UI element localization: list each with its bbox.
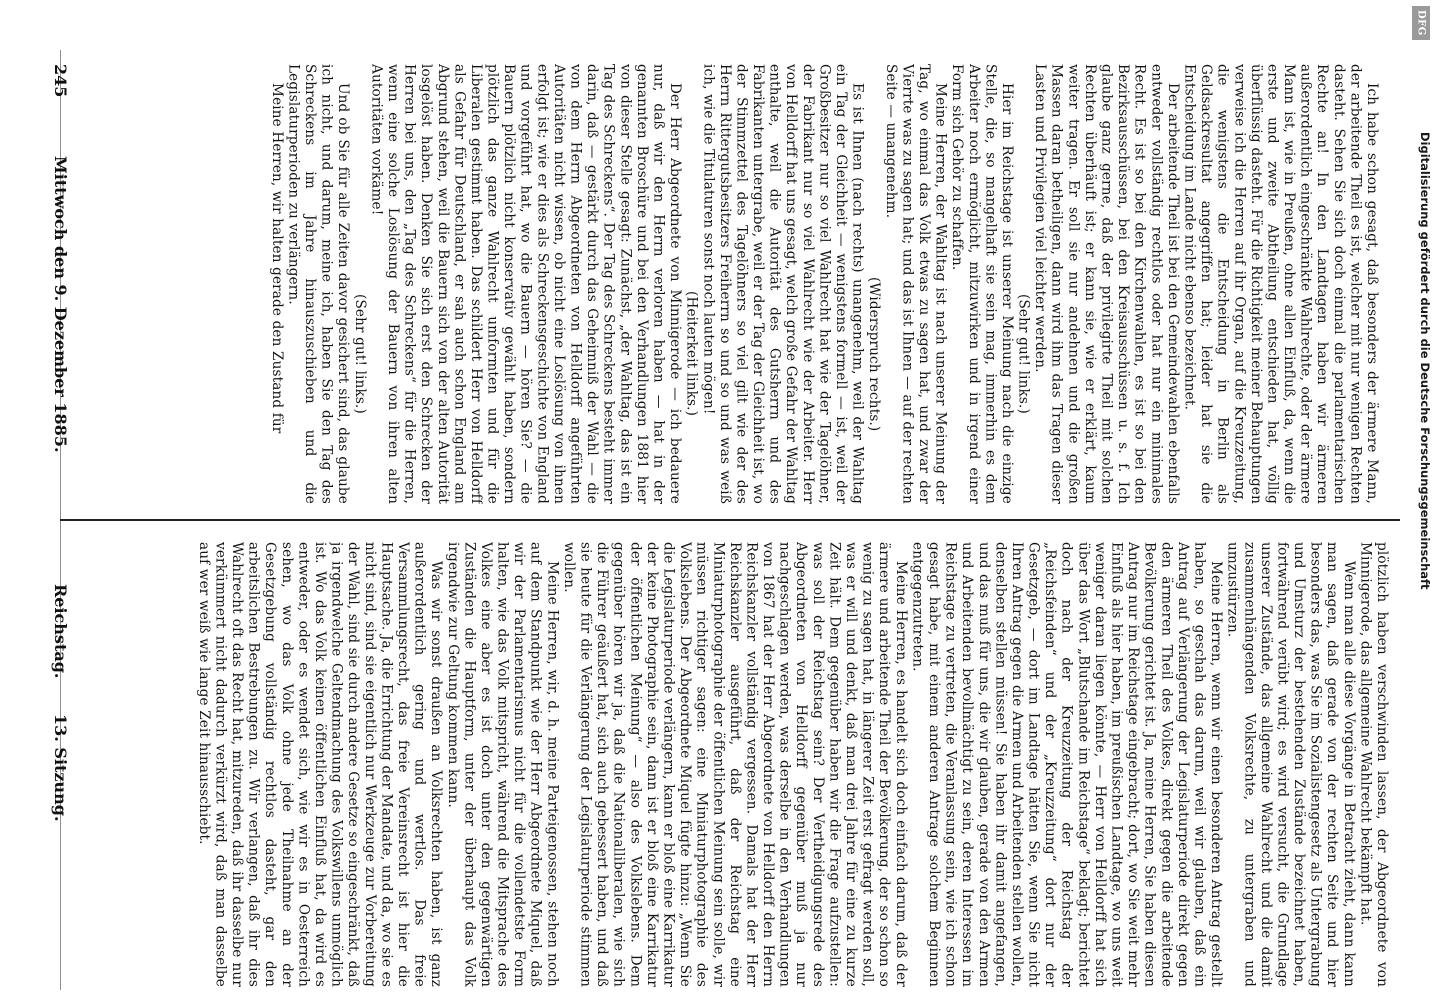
paragraph: Was wir sonst draußen an Volksrechten haben, ist ganz außerordentlich gering und wertlos. Das freie Versammlungsrecht, das freie Vereinsrecht ist hier die Hauptsache. Ja, die Errichtung der Mandate, und da, wo sie es nicht sind, sind sie eigentlich nur Werkzeuge zur Vorbereitung der Wahl, sind sie durch andere Gesetze so eingeschränkt, daß ja irgendwelche Geltendmachung des Volkswillens unmöglich ist. Wo das Volk keinen öffentlichen Einfluß hat, da wird es entweder, oder es wendet sich, wie wir es in Oesterreich sehen, wo das Volk ohne jede Theilnahme an der Gesetzgebung vollständig rechtlos dasteht, gar den arbeitslichen Bestrebungen zu. Wir verlangen, daß ihr dies Wahlrecht oft das Recht hat, mitzureden, daß ihr dasselbe nur verkümmert nicht dadurch verkürzt wird, daß man dasselbe auf wer weiß wie lange Zeit hinausschiebt. [195,542,445,987]
paragraph: Ich habe schon gesagt, daß besonders der ärmere Mann, der arbeitende Theil es ist, welcher mit nur wenigen Rechten dasteht. Sehen Sie sich doch einmal die parlamentarischen Rechte an! In den Landtagen haben wir ärmeren außerordentlich eingeschränkte Wahlrechte, oder der ärmere Mann ist, wie in Preußen, ohne allen Einfluß, da, wenn die erste und zweite Abtheilung entschieden hat, völlig überflüssig dasteht. Für die Richtigkeit meiner Behauptungen verweise ich die Herren auf ihr Organ, auf die Kreuzzeitung, die wenigstens die Entscheidung in Berlin als Geldsackresultat angegriffen hat; leider hat sie die Entscheidung im Lande nicht ebenso bezeichnet. [1181,64,1380,504]
paragraph: Meine Herren, wir, d. h. meine Parteigenossen, stehen noch auf dem Standpunkt wie der Herr Abgeordnete Miquel, daß wir der Parlamentarismus nicht für die vollendetste Form halten, wie das Volk mitspricht, während die Mitsprache des Volkes eine aber es ist doch unter den gegenwärtigen Zuständen die Hauptform, unter der überhaupt das Volk irgendwie zur Geltung kommen kann. [444,542,561,987]
digitization-credit-text: Digitalisierung gefördert durch die Deutsche Forschungsgemeinschaft [1418,132,1432,590]
stage-direction: (Widerspruch rechts.) [866,276,883,432]
stage-direction: (Sehr gut! links.) [351,294,368,414]
paragraph: Und ob Sie für alle Zeiten davor gesichert sind, das glaube ich nicht, und darum, meine ich, haben Sie den Tag des Schreckens im Jahre hinauszuschieben und die Legislaturperioden zu verlängern. [285,64,352,504]
paragraph: plötzlich haben verschwinden lassen, der Abgeordnete von Minnigerode, das allgemeine Wahlrecht bekämpft hat. [1357,542,1390,987]
running-head [36,64,70,1000]
paragraph: Meine Herren, es handelt sich doch einfach darum, daß der ärmere und arbeitende Theil der Bevölkerung, der so schon so wenig zu sagen hat, in längerer Zeit erst gefragt werden soll, was er will und denkt, daß man drei Jahre für eine zu kurze Zeit hält. Dem gegenüber haben wir die Frage aufzustellen: was soll der Reichstag sein? Der Vertheidigungsrede des Abgeordneten von Helldorff gegenüber muß ja nur nachgeschlagen werden, was derselbe in den Verhandlungen von 1867 hat der Herr Abgeordnete von Helldorff den Herrn Reichskanzler vollständig vergessen. Damals hat der Herr Reichskanzler ausgeführt, daß der Reichstag eine Miniaturphotographie der öffentlichen Meinung sein solle, wir müssen richtiger sagen: eine Miniaturphotographie des Volkslebens. Der Abgeordnete Miquel fügte hinzu: „Wenn Sie die Legislaturperiode verlängern, kann er bloß eine Karrikatur der keine Photographie sein, dann ist er bloß eine Karrikatur der öffentlichen Meinung“ — also des Volkslebens. Dem gegenüber hören wir ja, daß die Nationalliberalen, wie sich die Führer geäußert hat, sich auch gebessert haben, und daß sie heute für die Verlängerung der Legislaturperiode stimmen wollen. [560,542,909,987]
paragraph: Hier im Reichstage ist unserer Meinung nach die einzige Stelle, die, so mangelhaft sie sein mag, immerhin es dem Arbeiter noch ermöglicht, mitzuwirken und in irgend einer Form sich Gehör zu schaffen. [949,64,1015,504]
paragraph: Wenn man alle diese Vorgänge in Betracht zieht, dann kann man sagen, daß gerade von der rechten Seite und hier besonders das, was Sie im Sozialistengesetz als Untergrabung und Umsturz der bestehenden Zustände bezeichnet haben, fortwährend verübt wird; es wird versucht, die Grundlage unserer Zustände, das allgemeine Wahlrecht und die damit zusammenhängenden Volksrechte, zu untergraben und umzustürzen. [1224,542,1357,987]
running-head-title: Reichstag. [51,584,70,679]
stage-direction: (Heiterkeit links.) [683,291,700,417]
paragraph: Der arbeitende Theil ist bei den Gemeindewahlen ebenfalls entweder vollständig rechtlos oder hat nur ein minimales Recht. Es ist so bei den Kirchenwahlen, es ist so bei den Bezirksausschüssen, bei den Kreisausschüssen u. s. f. Ich glaube ganz gerne, daß der privilegirte Theil mit solchen Rechten überhäuft ist; er kann sie, wie er erklärt, kaum weiter tragen. Er soll sie nur andehnen und die großen Massen daran betheiligen, dann wird ihm das Tragen dieser Lasten und Privilegien viel leichter werden. [1032,64,1181,504]
stage-direction: (Sehr gut! links.) [1015,294,1032,414]
paragraph: Meine Herren, der Wahltag ist nach unserer Meinung der Tag, wo einmal das Volk etwas zu sagen hat, und zwar der Vierrte was zu sagen hat; und das ist Ihnen — auf der rechten Seite — unangenehm. [882,64,949,504]
session-number: 13. Sitzung. [51,714,70,822]
column-divider [60,519,1400,521]
session-date: Mittwoch den 9. Dezember 1885. [51,156,70,453]
column-left [80,542,1390,987]
digitization-credit [1410,0,1432,1000]
column-right [80,64,1380,504]
paragraph: Meine Herren, wenn wir einen besonderen Antrag gestellt haben, so geschah das darum, weil wir glauben, daß ein Antrag auf Verlängerung der Legislaturperiode direkt gegen den ärmeren Theil des Volkes, direkt gegen die arbeitende Bevölkerung gerichtet ist. Ja, meine Herren, Sie haben diesen Antrag nur im Reichstage eingebracht; dort, wo Sie weit mehr Einfluß als hier haben, im preußischen Landtage, wo uns weit weniger daran liegen könnte, — Herr von Helldorff hat sich über das Wort „Blutschande im Reichstage“ beklagt; berichtet doch nach der Kreuzzeitung der Reichstag der „Reichsfeinden“ und der „Kreuzzeitung“ dort nur der Gesetzgeb, — dort im Landtage hätten Sie, wenn Sie nicht Ihren Antrag gegen die Armen und Arbeitenden stellen wollen, denselben stellen müssen! Sie haben ihr damit angefangen, und das muß für uns, die wir glauben, gerade von den Armen und Arbeitenden bevollmächtigt zu sein, deren Interessen im Reichstage zu vertreten, die Veranlassung sein, wie ich schon gesagt habe, mit einem anderen Antrage solchem Beginnen entgegenzutreten. [909,542,1225,987]
paragraph: Der Herr Abgeordnete von Minnigerode — ich bedauere nur, daß wir den Herrn verloren haben — hat in der genannten Broschüre und bei den Verhandlungen 1881 hier von dieser Stelle gesagt: Zunächst, „der Wahltag, das ist ein Tag des Schreckens“. Der Tag des Schreckens besteht immer darin, daß — gestärkt durch das Geheimniß der Wahl — die von dem Herrn Abgeordneten von Helldorff angeführten Autoritäten nicht wissen, ob nicht eine Loslösung von ihnen erfolgt ist; wie er dies als Schreckensgeschichte von England und vorgeführt hat, wo die Bauern — hören Sie? — die Bauern plötzlich nicht konservativ gewählt haben, sondern plötzlich das ganze Wahlrecht umformten und für die Liberalen gestimmt haben. Das schildert Herr von Helldorff als Gefahr für Deutschland, er sah auch schon England am Abgrund stehen, weil die Bauern sich von der alten Autorität losgelöst haben. Denken Sie sich erst den Schrecken der Herren bei uns, den „Tag des Schreckens“ für die Herren, wenn eine solche Loslösung der Bauern von ihren alten Autoritäten vorkäme! [368,64,684,504]
paragraph: Es ist Ihnen (nach rechts) unangenehm, weil der Wahltag ein Tag der Gleichheit — wenigstens formell — ist, weil der Großbesitzer nur so viel Wahlrecht hat wie der Tagelöhner, der Fabrikant nur so viel Wahlrecht wie der Arbeiter. Herr von Helldorff hat uns gesagt, welch große Gefahr der Wahltag enthalte, weil die Autorität des Gutsherrn und des Fabrikanten untergrabe, weil er der Tag der Gleichheit ist, wo der Stimmzettel des Tagelöhners so viel gilt wie der des Herrn Rittergutsbesitzers Freiherrn so und so und was weiß ich, wie die Titulaturen sonst noch lauten mögen! [700,64,866,504]
paragraph: Meine Herren, wir halten gerade den Zustand für [268,83,285,434]
page-number: 245 [51,64,70,98]
dfg-logo: DFG [1412,6,1430,40]
